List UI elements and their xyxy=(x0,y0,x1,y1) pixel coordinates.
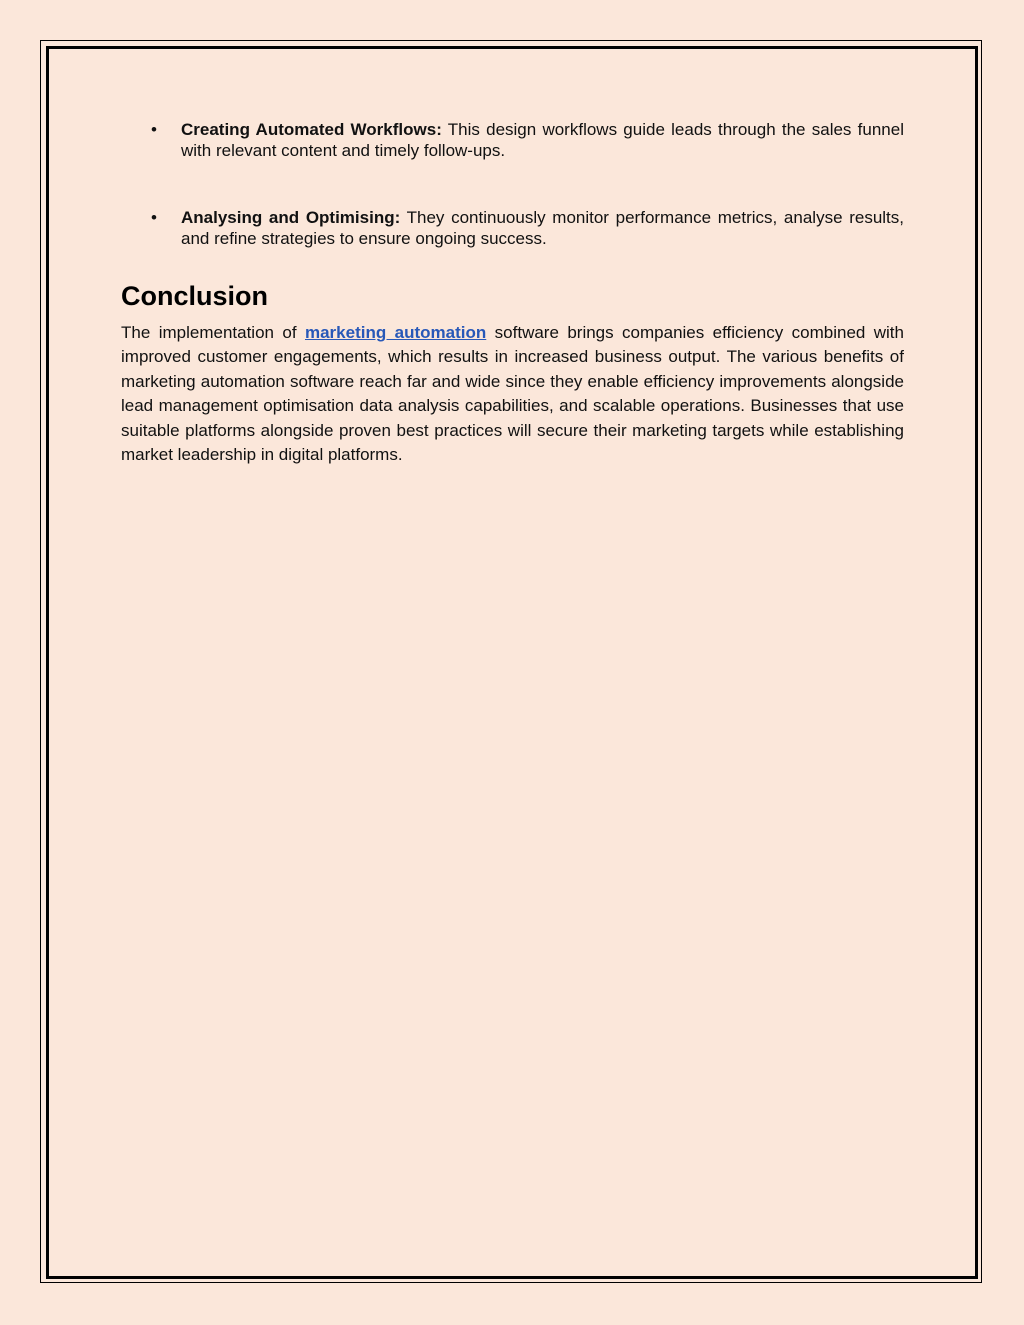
bullet-icon: • xyxy=(151,208,157,227)
list-item xyxy=(121,207,904,249)
marketing-automation-link[interactable]: marketing automation xyxy=(304,323,487,342)
bullet-term: Analysing and Optimising: xyxy=(181,208,401,227)
conclusion-heading: Conclusion xyxy=(121,281,268,311)
document-content xyxy=(121,119,904,467)
bullet-text: This design workflows guide leads through the sales funnel with relevant content and timely follow-ups. xyxy=(181,120,904,160)
paragraph-text: software brings companies efficiency combined with improved customer engagements, which results in increased business output. The various benefits of marketing automation software reach far and wide since they enable efficiency improvements alongside lead management optimisation data analysis capabilities, and scalable operations. Businesses that use suitable platforms alongside proven best practices will secure their marketing targets while establishing market leadership in digital platforms. xyxy=(121,323,904,465)
bullet-icon: • xyxy=(151,120,157,139)
conclusion-paragraph xyxy=(121,321,904,467)
bullet-list xyxy=(121,119,904,249)
paragraph-text: The implementation of xyxy=(121,323,305,342)
bullet-term: Creating Automated Workflows: xyxy=(181,120,442,139)
list-item xyxy=(121,119,904,161)
bullet-text: They continuously monitor performance metrics, analyse results, and refine strategies to ensure ongoing success. xyxy=(181,208,904,248)
